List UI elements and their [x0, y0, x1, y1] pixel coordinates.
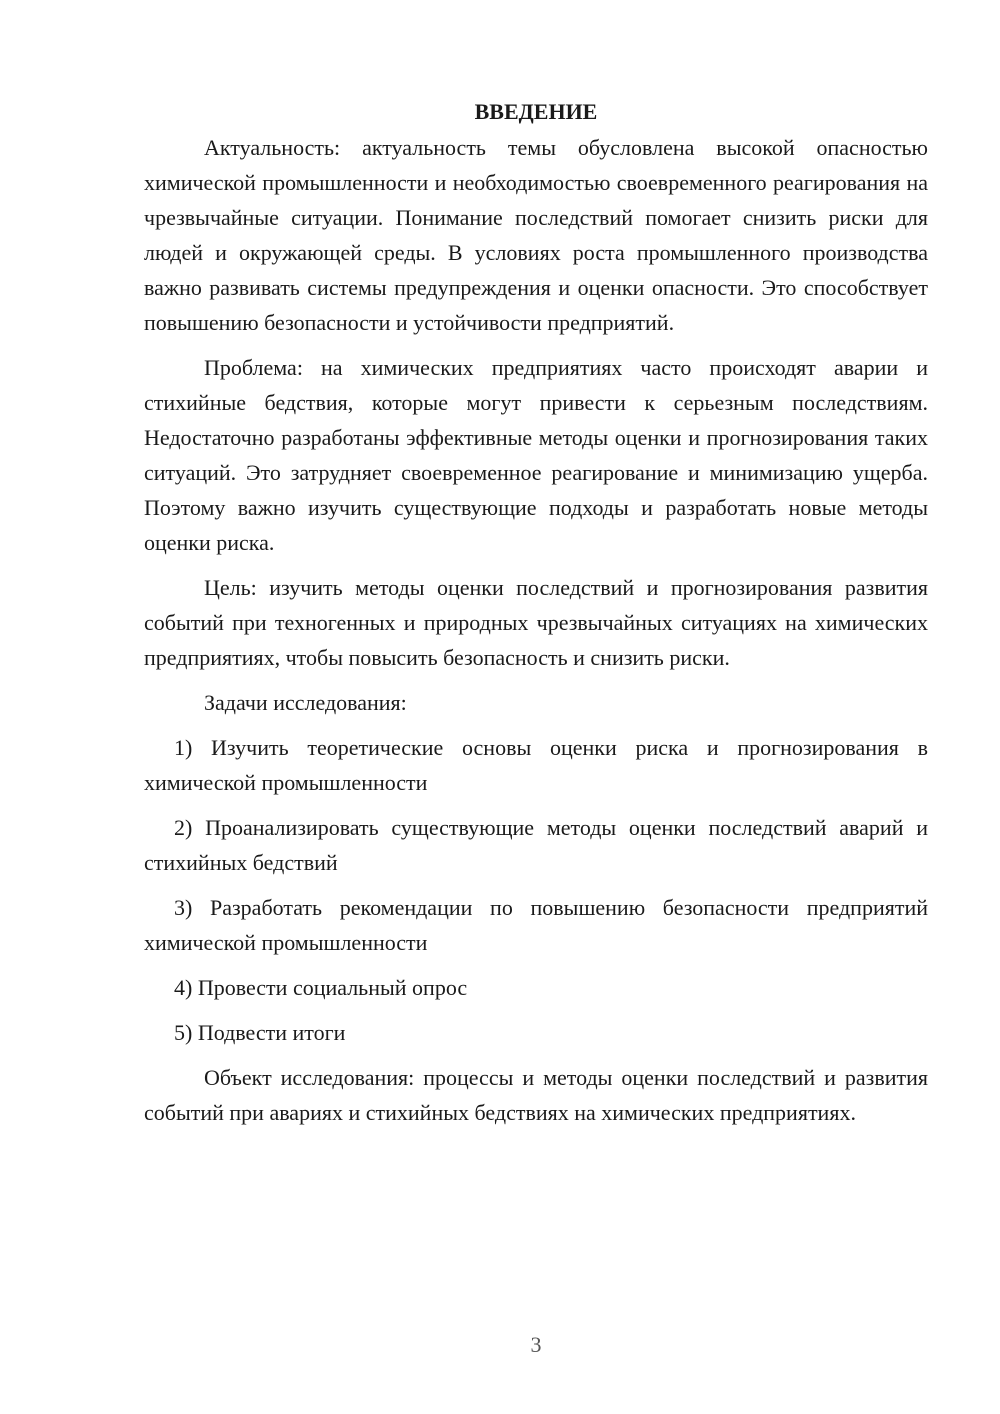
goal-paragraph: Цель: изучить методы оценки последствий и прогнозирования развития событий при техногенных и природных чрезвычайных ситуациях на химических предприятиях, чтобы повысить безопасность и снизить риски. [144, 575, 928, 670]
task-item-5: 5) Подвести итоги [174, 1020, 346, 1045]
task-item-4: 4) Провести социальный опрос [174, 975, 468, 1000]
task-item-2: 2) Проанализировать существующие методы оценки последствий аварий и стихийных бедствий [144, 815, 928, 875]
object-paragraph: Объект исследования: процессы и методы оценки последствий и развития событий при авариях и стихийных бедствиях на химических предприятиях. [144, 1065, 928, 1125]
problem-paragraph: Проблема: на химических предприятиях часто происходят аварии и стихийные бедствия, которые могут привести к серьезным последствиям. Недостаточно разработаны эффективные методы оценки и прогнозирования таких ситуаций. Это затрудняет своевременное реагирование и минимизацию ущерба. Поэтому важно изучить существующие подходы и разработать новые методы оценки риска. [144, 355, 928, 555]
page-title: ВВЕДЕНИЕ [474, 99, 598, 124]
task-item-3: 3) Разработать рекомендации по повышению безопасности предприятий химической промышленности [144, 895, 928, 955]
tasks-heading: Задачи исследования: [204, 690, 407, 715]
page-number: 3 [530, 1332, 542, 1357]
relevance-paragraph: Актуальность: актуальность темы обусловлена высокой опасностью химической промышленности и необходимостью своевременного реагирования на чрезвычайные ситуации. Понимание последствий помогает снизить риски для людей и окружающей среды. В условиях роста промышленного производства важно развивать системы предупреждения и оценки опасности. Это способствует повышению безопасности и устойчивости предприятий. [144, 135, 928, 335]
task-item-1: 1) Изучить теоретические основы оценки риска и прогнозирования в химической промышленности [144, 735, 928, 795]
page-content [144, 94, 928, 1140]
